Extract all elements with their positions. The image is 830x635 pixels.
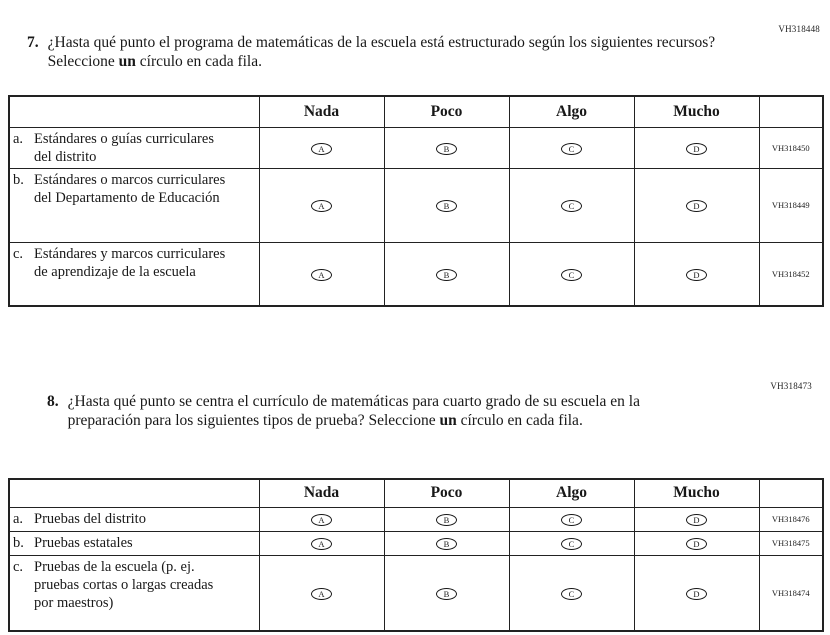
option-cell — [634, 531, 759, 555]
option-cell — [509, 242, 634, 306]
code-column-header-cell — [759, 479, 823, 507]
answer-bubble-c[interactable]: C — [561, 269, 582, 281]
question-8-text — [68, 392, 687, 430]
option-cell — [259, 555, 384, 631]
answer-bubble-d[interactable]: D — [686, 514, 707, 526]
admin-code-question-7: VH318448 — [778, 24, 820, 34]
question-7-text-part1: ¿Hasta qué punto el programa de matemáticas de la escuela está estructurado según los siguientes recursos? Seleccione — [47, 34, 716, 70]
answer-bubble-c[interactable]: C — [561, 538, 582, 550]
answer-bubble-c[interactable]: C — [561, 588, 582, 600]
option-cell — [384, 555, 509, 631]
row-header-cell — [9, 168, 259, 242]
question-8 — [47, 392, 687, 430]
table-row-b — [9, 531, 823, 555]
option-cell — [634, 507, 759, 531]
column-header-nada: Nada — [259, 479, 384, 507]
row-text: Estándares o marcos curriculares del Departamento de Educación — [34, 171, 226, 206]
row-header-cell — [9, 507, 259, 531]
row-label: a. — [13, 130, 24, 147]
question-7-table — [8, 95, 824, 307]
option-cell — [259, 531, 384, 555]
table-header-row — [9, 479, 823, 507]
admin-code: VH318474 — [759, 555, 823, 631]
table-row-a — [9, 507, 823, 531]
row-label: c. — [13, 558, 24, 575]
row-text: Estándares o guías curriculares del distrito — [34, 130, 214, 165]
column-header-nada: Nada — [259, 96, 384, 127]
table-row-c — [9, 242, 823, 306]
option-cell — [384, 242, 509, 306]
column-header-algo: Algo — [509, 96, 634, 127]
answer-bubble-b[interactable]: B — [436, 588, 457, 600]
table-row-c — [9, 555, 823, 631]
answer-bubble-d[interactable]: D — [686, 538, 707, 550]
table-row-a — [9, 127, 823, 168]
answer-bubble-b[interactable]: B — [436, 143, 457, 155]
code-column-header-cell — [759, 96, 823, 127]
answer-bubble-a[interactable]: A — [311, 514, 332, 526]
question-7-text-part2: círculo en cada fila. — [135, 53, 262, 70]
answer-bubble-c[interactable]: C — [561, 200, 582, 212]
question-8-text-part2: círculo en cada fila. — [456, 412, 583, 429]
row-header-cell — [9, 531, 259, 555]
row-header-cell — [9, 127, 259, 168]
table-corner-cell — [9, 96, 259, 127]
answer-bubble-d[interactable]: D — [686, 200, 707, 212]
row-text: Pruebas del distrito — [34, 510, 146, 527]
answer-bubble-d[interactable]: D — [686, 269, 707, 281]
column-header-poco: Poco — [384, 96, 509, 127]
question-7-text — [48, 33, 743, 71]
row-label: a. — [13, 510, 24, 527]
question-8-text-part1: ¿Hasta qué punto se centra el currículo de matemáticas para cuarto grado de su escuela en la preparación para los siguientes tipos de prueba? Seleccione — [67, 393, 640, 429]
table-row-b — [9, 168, 823, 242]
column-header-mucho: Mucho — [634, 479, 759, 507]
option-cell — [634, 555, 759, 631]
option-cell — [634, 168, 759, 242]
question-7 — [27, 33, 743, 71]
answer-bubble-b[interactable]: B — [436, 538, 457, 550]
option-cell — [509, 168, 634, 242]
admin-code: VH318449 — [759, 168, 823, 242]
option-cell — [259, 242, 384, 306]
option-cell — [259, 507, 384, 531]
admin-code: VH318450 — [759, 127, 823, 168]
row-header-cell — [9, 242, 259, 306]
question-7-text-emphasis: un — [118, 53, 136, 70]
option-cell — [384, 531, 509, 555]
option-cell — [384, 168, 509, 242]
answer-bubble-a[interactable]: A — [311, 143, 332, 155]
row-label: b. — [13, 171, 24, 188]
answer-bubble-b[interactable]: B — [436, 514, 457, 526]
question-8-number: 8. — [47, 393, 59, 410]
admin-code: VH318476 — [759, 507, 823, 531]
question-7-number: 7. — [27, 34, 39, 51]
option-cell — [509, 555, 634, 631]
option-cell — [384, 127, 509, 168]
answer-bubble-a[interactable]: A — [311, 588, 332, 600]
admin-code-question-8: VH318473 — [770, 381, 812, 391]
answer-bubble-b[interactable]: B — [436, 200, 457, 212]
answer-bubble-a[interactable]: A — [311, 269, 332, 281]
column-header-poco: Poco — [384, 479, 509, 507]
question-8-text-emphasis: un — [439, 412, 457, 429]
row-label: b. — [13, 534, 24, 551]
admin-code: VH318475 — [759, 531, 823, 555]
row-text: Pruebas de la escuela (p. ej. pruebas cortas o largas creadas por maestros) — [34, 558, 214, 611]
question-8-table — [8, 478, 824, 632]
option-cell — [509, 507, 634, 531]
answer-bubble-d[interactable]: D — [686, 143, 707, 155]
option-cell — [384, 507, 509, 531]
row-label: c. — [13, 245, 24, 262]
table-header-row — [9, 96, 823, 127]
answer-bubble-a[interactable]: A — [311, 200, 332, 212]
option-cell — [509, 127, 634, 168]
option-cell — [259, 127, 384, 168]
row-text: Pruebas estatales — [34, 534, 133, 551]
option-cell — [634, 127, 759, 168]
answer-bubble-a[interactable]: A — [311, 538, 332, 550]
row-header-cell — [9, 555, 259, 631]
answer-bubble-c[interactable]: C — [561, 514, 582, 526]
option-cell — [259, 168, 384, 242]
row-text: Estándares y marcos curriculares de aprendizaje de la escuela — [34, 245, 226, 280]
option-cell — [634, 242, 759, 306]
answer-bubble-b[interactable]: B — [436, 269, 457, 281]
answer-bubble-c[interactable]: C — [561, 143, 582, 155]
answer-bubble-d[interactable]: D — [686, 588, 707, 600]
admin-code: VH318452 — [759, 242, 823, 306]
option-cell — [509, 531, 634, 555]
column-header-algo: Algo — [509, 479, 634, 507]
column-header-mucho: Mucho — [634, 96, 759, 127]
table-corner-cell — [9, 479, 259, 507]
